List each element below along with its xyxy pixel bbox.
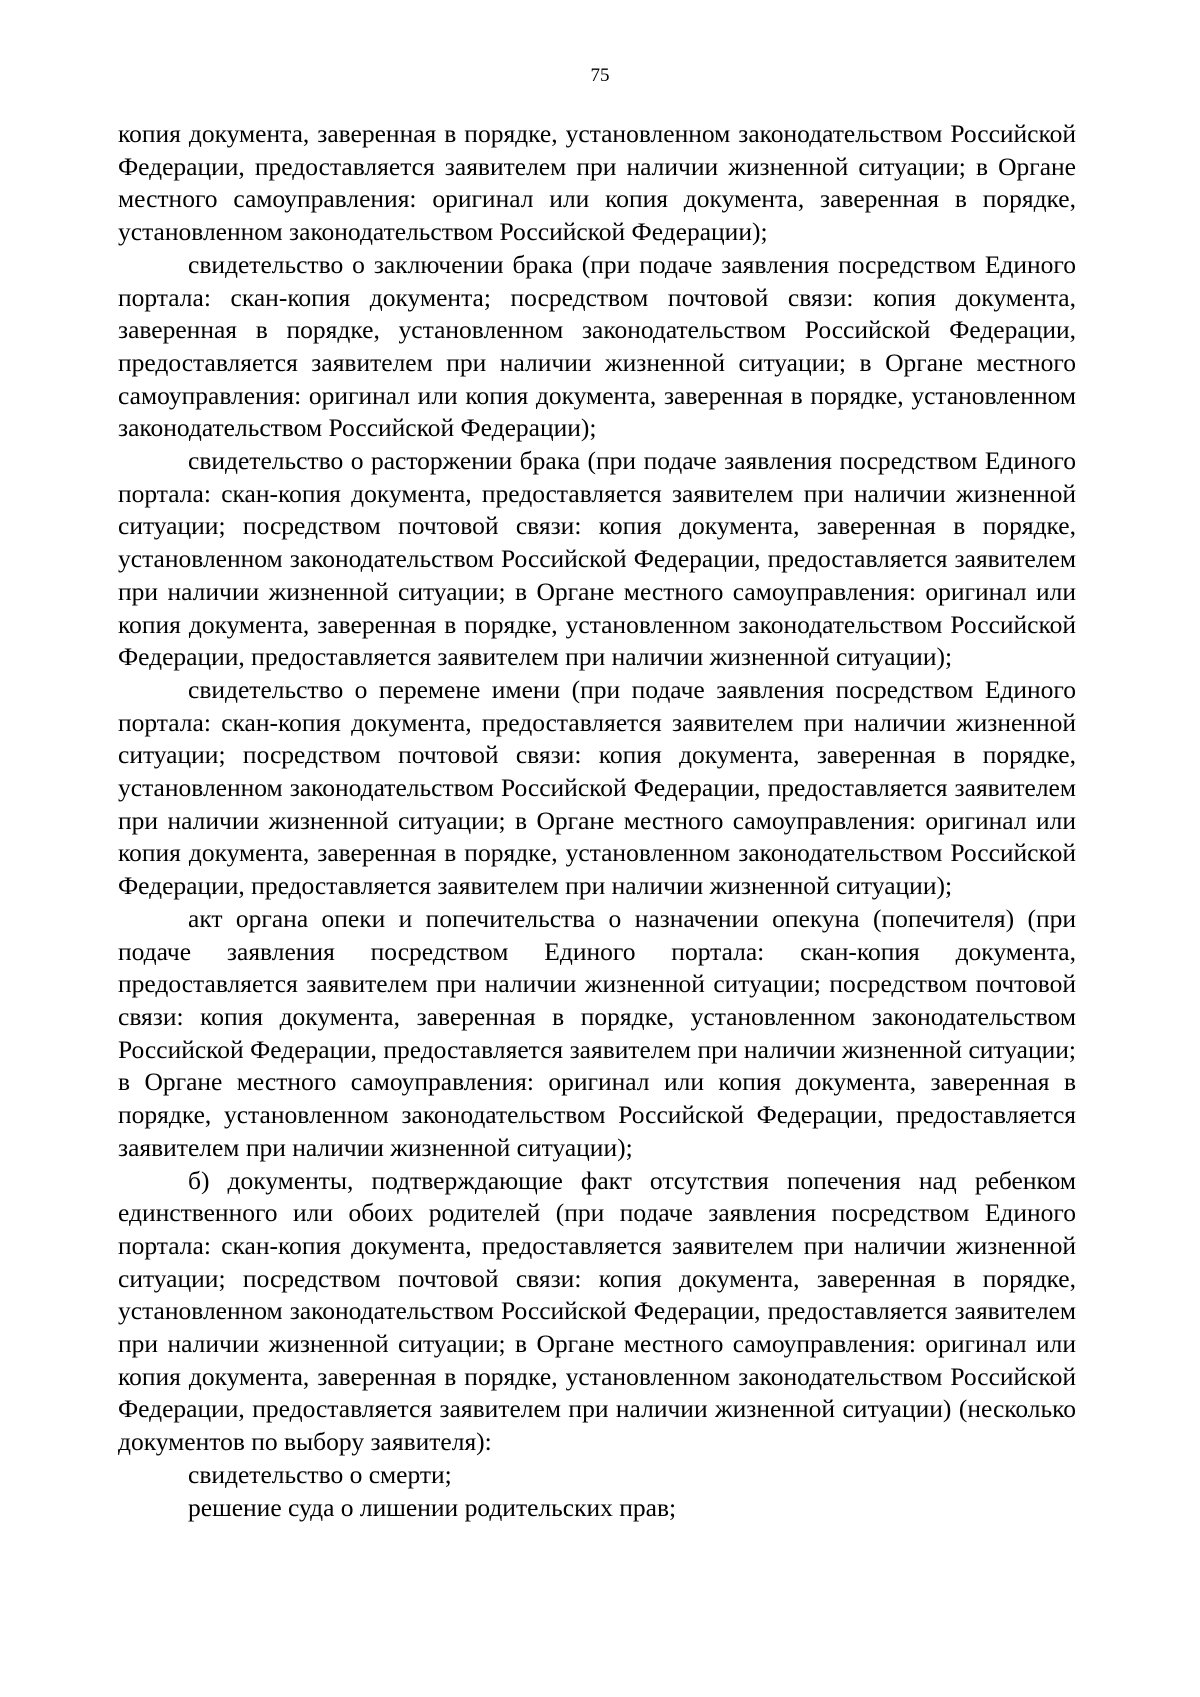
document-body bbox=[118, 118, 1076, 1524]
paragraph-guardianship-act: акт органа опеки и попечительства о назначении опекуна (попечителя) (при подаче заявления посредством Единого портала: скан-копия документа, предоставляется заявителем при наличии жизненной ситуации; посредством почтовой связи: копия документа, заверенная в порядке, установленном законодательством Российской Федерации, предоставляется заявителем при наличии жизненной ситуации; в Органе местного самоуправления: оригинал или копия документа, заверенная в порядке, установленном законодательством Российской Федерации, предоставляется заявителем при наличии жизненной ситуации); bbox=[118, 903, 1076, 1162]
paragraph-marriage-certificate: свидетельство о заключении брака (при подаче заявления посредством Единого портала: скан-копия документа; посредством почтовой связи: копия документа, заверенная в порядке, установленном законодательством Российской Федерации, предоставляется заявителем при наличии жизненной ситуации; в Органе местного самоуправления: оригинал или копия документа, заверенная в порядке, установленном законодательством Российской Федерации); bbox=[118, 249, 1076, 443]
paragraph-court-decision: решение суда о лишении родительских прав; bbox=[188, 1492, 677, 1522]
paragraph-item-b: б) документы, подтверждающие факт отсутствия попечения над ребенком единственного или обоих родителей (при подаче заявления посредством Единого портала: скан-копия документа, предоставляется заявителем при наличии жизненной ситуации; посредством почтовой связи: копия документа, заверенная в порядке, установленном законодательством Российской Федерации, предоставляется заявителем при наличии жизненной ситуации; в Органе местного самоуправления: оригинал или копия документа, заверенная в порядке, установленном законодательством Российской Федерации, предоставляется заявителем при наличии жизненной ситуации) (несколько документов по выбору заявителя): bbox=[118, 1165, 1076, 1457]
page-number: 75 bbox=[590, 65, 610, 86]
paragraph-continuation: копия документа, заверенная в порядке, установленном законодательством Российской Федерации, предоставляется заявителем при наличии жизненной ситуации; в Органе местного самоуправления: оригинал или копия документа, заверенная в порядке, установленном законодательством Российской Федерации); bbox=[118, 119, 1076, 247]
paragraph-death-certificate: свидетельство о смерти; bbox=[188, 1459, 452, 1489]
paragraph-divorce-certificate: свидетельство о расторжении брака (при подаче заявления посредством Единого портала: скан-копия документа, предоставляется заявителем при наличии жизненной ситуации; посредством почтовой связи: копия документа, заверенная в порядке, установленном законодательством Российской Федерации, предоставляется заявителем при наличии жизненной ситуации; в Органе местного самоуправления: оригинал или копия документа, заверенная в порядке, установленном законодательством Российской Федерации, предоставляется заявителем при наличии жизненной ситуации); bbox=[118, 446, 1076, 672]
paragraph-name-change-certificate: свидетельство о перемене имени (при подаче заявления посредством Единого портала: скан-копия документа, предоставляется заявителем при наличии жизненной ситуации; посредством почтовой связи: копия документа, заверенная в порядке, установленном законодательством Российской Федерации, предоставляется заявителем при наличии жизненной ситуации; в Органе местного самоуправления: оригинал или копия документа, заверенная в порядке, установленном законодательством Российской Федерации, предоставляется заявителем при наличии жизненной ситуации); bbox=[118, 674, 1076, 901]
